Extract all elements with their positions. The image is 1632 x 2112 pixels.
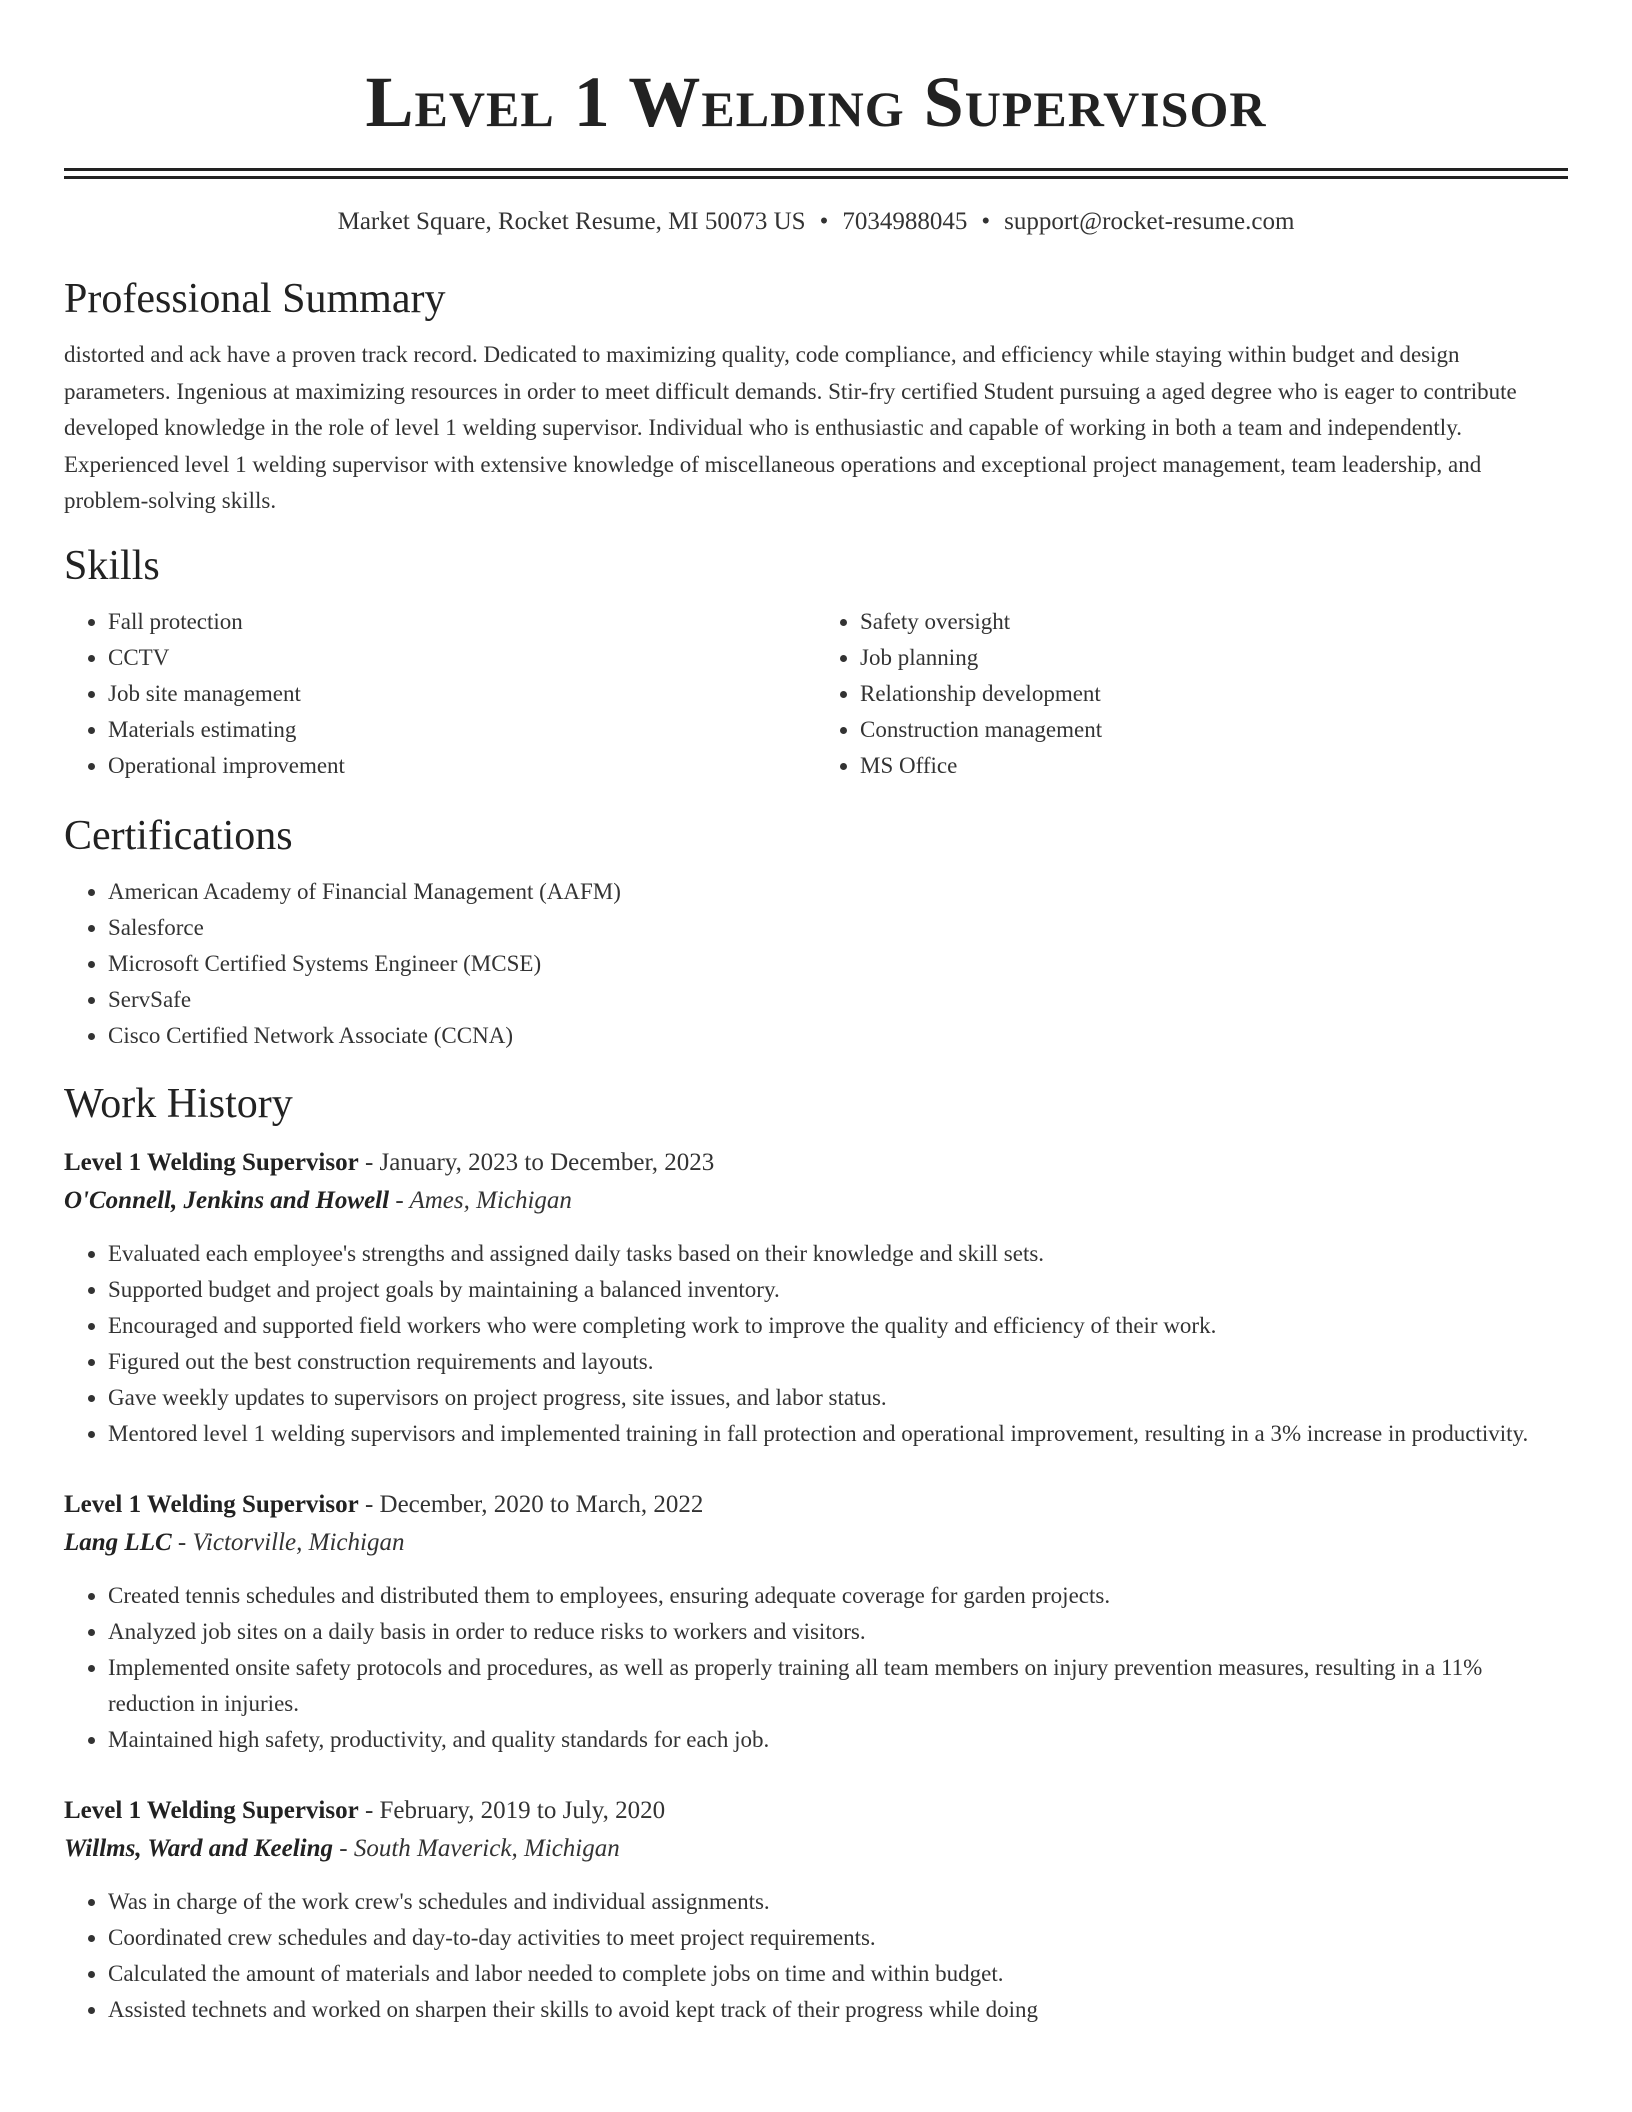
section-title-certifications: Certifications — [64, 812, 293, 859]
contact-email: support@rocket-resume.com — [1004, 208, 1295, 235]
job-bullets — [64, 1578, 1568, 1758]
skill-item: • Construction management — [860, 712, 1568, 748]
job-dates: February, 2019 to July, 2020 — [379, 1796, 666, 1824]
skill-item: • Job planning — [860, 640, 1568, 676]
job-location: Ames, Michigan — [409, 1186, 572, 1214]
job-bullet: • Was in charge of the work crew's schedules and individual assignments. — [108, 1884, 1568, 1920]
job-bullet: • Implemented onsite safety protocols and procedures, as well as properly training all team members on injury prevention measures, resulting in a 11% reduction in injuries. — [108, 1650, 1568, 1722]
job-bullet: • Mentored level 1 welding supervisors and implemented training in fall protection and operational improvement, resulting in a 3% increase in productivity. — [108, 1416, 1568, 1452]
job-heading: Level 1 Welding Supervisor - January, 2023 to December, 2023 — [64, 1148, 715, 1176]
skills-column-left — [64, 604, 816, 784]
job-title: Level 1 Welding Supervisor — [64, 1490, 359, 1518]
job-bullet: • Assisted technets and worked on sharpen their skills to avoid kept track of their progress while doing — [108, 1992, 1568, 2028]
skill-item: • Relationship development — [860, 676, 1568, 712]
job-bullet: • Analyzed job sites on a daily basis in order to reduce risks to workers and visitors. — [108, 1614, 1568, 1650]
contact-address: Market Square, Rocket Resume, MI 50073 US — [337, 208, 806, 235]
job-dates: January, 2023 to December, 2023 — [379, 1148, 715, 1176]
job-title: Level 1 Welding Supervisor — [64, 1796, 359, 1824]
header-double-rule — [64, 168, 1568, 179]
skill-item: • CCTV — [108, 640, 816, 676]
skill-item: • MS Office — [860, 748, 1568, 784]
job-bullet: • Evaluated each employee's strengths and assigned daily tasks based on their knowledge and skill sets. — [108, 1236, 1568, 1272]
job-entry — [64, 1486, 1568, 1758]
job-company: O'Connell, Jenkins and Howell — [64, 1186, 390, 1214]
job-entry — [64, 1792, 1568, 2028]
job-bullets — [64, 1884, 1568, 2028]
certification-item: • Cisco Certified Network Associate (CCNA) — [108, 1018, 1568, 1054]
summary-text: distorted and ack have a proven track record. Dedicated to maximizing quality, code compliance, and efficiency while staying within budget and design parameters. Ingenious at maximizing resources in order to meet difficult demands. Stir-fry certified Student pursuing a aged degree who is eager to contribute developed knowledge in the role of level 1 welding supervisor. Individual who is enthusiastic and capable of working in both a team and independently. Experienced level 1 welding supervisor with extensive knowledge of miscellaneous operations and exceptional project management, team leadership, and problem-solving skills. — [64, 342, 1517, 513]
job-bullet: • Calculated the amount of materials and labor needed to complete jobs on time and within budget. — [108, 1956, 1568, 1992]
certification-item: • American Academy of Financial Management (AAFM) — [108, 874, 1568, 910]
job-heading: Level 1 Welding Supervisor - February, 2019 to July, 2020 — [64, 1796, 666, 1824]
job-company-line: O'Connell, Jenkins and Howell - Ames, Michigan — [64, 1186, 572, 1214]
job-heading: Level 1 Welding Supervisor - December, 2020 to March, 2022 — [64, 1490, 704, 1518]
skill-item: • Operational improvement — [108, 748, 816, 784]
certification-item: • ServSafe — [108, 982, 1568, 1018]
job-bullet: • Gave weekly updates to supervisors on project progress, site issues, and labor status. — [108, 1380, 1568, 1416]
job-bullet: • Encouraged and supported field workers who were completing work to improve the quality and efficiency of their work. — [108, 1308, 1568, 1344]
job-bullet: • Coordinated crew schedules and day-to-day activities to meet project requirements. — [108, 1920, 1568, 1956]
contact-separator: • — [819, 208, 829, 235]
job-company: Willms, Ward and Keeling — [64, 1834, 334, 1862]
section-title-work-history: Work History — [64, 1080, 293, 1127]
certification-item: • Microsoft Certified Systems Engineer (MCSE) — [108, 946, 1568, 982]
skills-column-right — [816, 604, 1568, 784]
job-title: Level 1 Welding Supervisor — [64, 1148, 359, 1176]
contact-separator: • — [981, 208, 991, 235]
job-company: Lang LLC — [64, 1528, 172, 1556]
resume-page — [64, 0, 1568, 2028]
skill-item: • Safety oversight — [860, 604, 1568, 640]
resume-name-title: Level 1 Welding Supervisor — [365, 62, 1267, 142]
skill-item: • Job site management — [108, 676, 816, 712]
job-bullet: • Supported budget and project goals by maintaining a balanced inventory. — [108, 1272, 1568, 1308]
job-bullets — [64, 1236, 1568, 1452]
job-location: Victorville, Michigan — [192, 1528, 405, 1556]
section-title-summary: Professional Summary — [64, 276, 446, 322]
job-bullet: • Maintained high safety, productivity, and quality standards for each job. — [108, 1722, 1568, 1758]
job-bullet: • Created tennis schedules and distributed them to employees, ensuring adequate coverage for garden projects. — [108, 1578, 1568, 1614]
job-company-line: Lang LLC - Victorville, Michigan — [64, 1528, 405, 1556]
certification-item: • Salesforce — [108, 910, 1568, 946]
job-entry — [64, 1144, 1568, 1452]
skill-item: • Materials estimating — [108, 712, 816, 748]
certifications-list — [64, 874, 1568, 1054]
contact-phone: 7034988045 — [842, 208, 968, 235]
job-dates: December, 2020 to March, 2022 — [379, 1490, 704, 1518]
section-title-skills: Skills — [64, 542, 160, 589]
skills-grid — [64, 604, 1568, 784]
job-location: South Maverick, Michigan — [353, 1834, 620, 1862]
job-bullet: • Figured out the best construction requirements and layouts. — [108, 1344, 1568, 1380]
skill-item: • Fall protection — [108, 604, 816, 640]
job-company-line: Willms, Ward and Keeling - South Maverick, Michigan — [64, 1834, 620, 1862]
contact-line — [64, 205, 1568, 239]
